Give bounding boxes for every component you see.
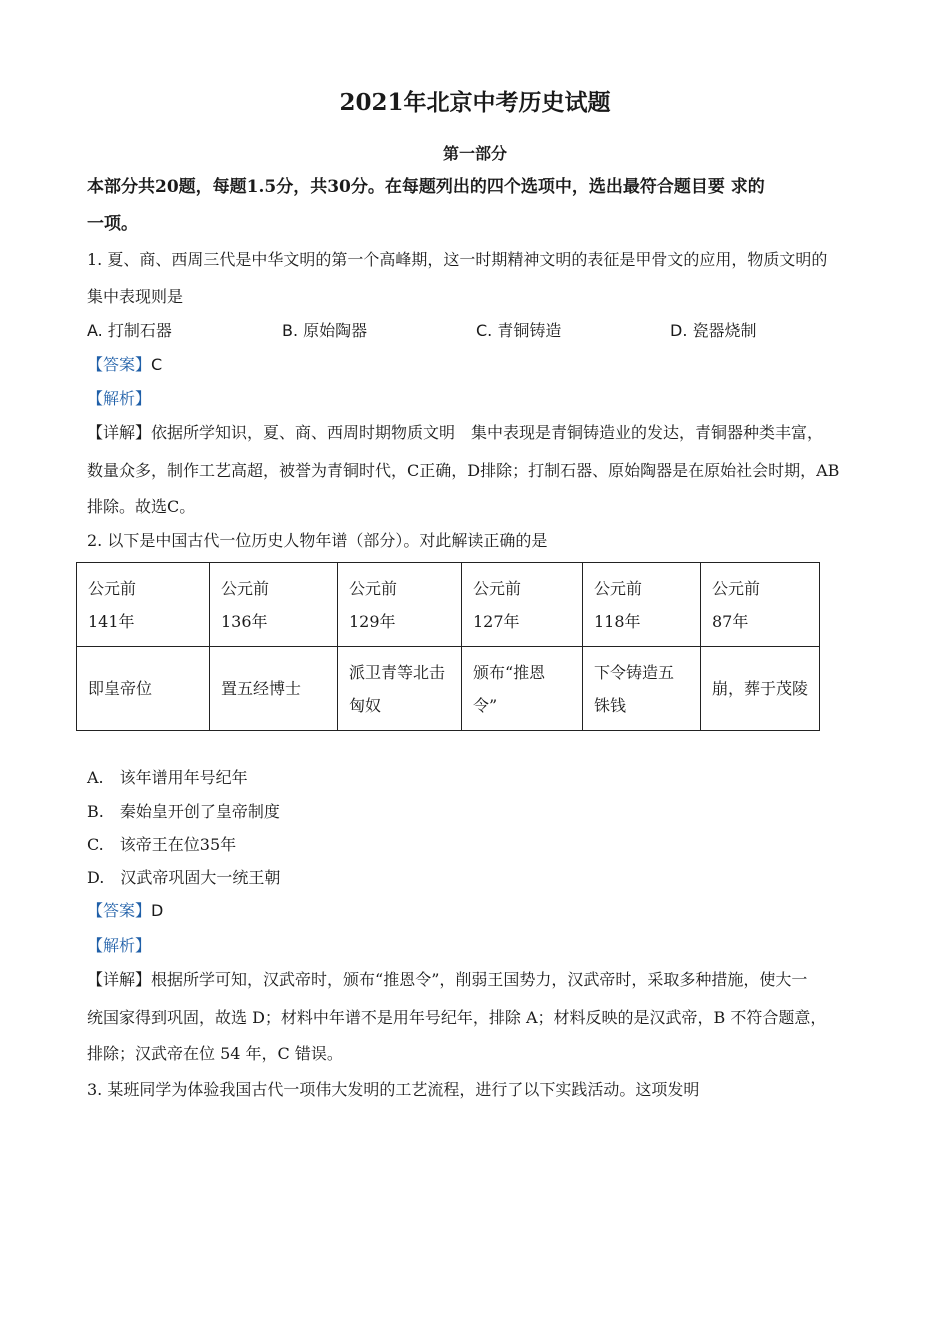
timeline-year-cell: 公元前 118年 bbox=[583, 563, 701, 647]
timeline-years-row bbox=[77, 563, 820, 647]
q1-detail-line-1 bbox=[87, 423, 823, 443]
timeline-year-cell: 公元前 136年 bbox=[210, 563, 338, 647]
q2-detail-tag: 【详解】 bbox=[87, 970, 152, 989]
q2-option-d: D. 汉武帝巩固大一统王朝 bbox=[87, 868, 281, 887]
q2-option-b: B. 秦始皇开创了皇帝制度 bbox=[87, 802, 280, 821]
q2-answer-line bbox=[87, 901, 163, 921]
timeline-event-cell: 置五经博士 bbox=[210, 647, 338, 731]
timeline-year-cell: 公元前 127年 bbox=[462, 563, 583, 647]
timeline-year-cell: 公元前 129年 bbox=[338, 563, 462, 647]
q2-detail-text-1: 根据所学可知，汉武帝时，颁布“推恩令”，削弱王国势力，汉武帝时，采取多种措施，使大一 bbox=[151, 970, 808, 989]
q2-detail-line-2: 统国家得到巩固，故选 D；材料中年谱不是用年号纪年，排除 A；材料反映的是汉武帝，B 不符合题意， bbox=[87, 1008, 827, 1027]
timeline-year-cell: 公元前 87年 bbox=[701, 563, 820, 647]
q2-stem: 2. 以下是中国古代一位历史人物年谱（部分）。对此解读正确的是 bbox=[87, 531, 548, 550]
q2-answer-tag: 【答案】 bbox=[87, 901, 152, 920]
q2-detail-line-1 bbox=[87, 970, 807, 990]
q1-option-a: A. 打制石器 bbox=[87, 321, 172, 340]
page-title: 2021年北京中考历史试题 bbox=[339, 89, 611, 116]
q1-detail-tag: 【详解】 bbox=[87, 423, 152, 442]
timeline-year-cell: 公元前 141年 bbox=[77, 563, 210, 647]
q1-answer-tag: 【答案】 bbox=[87, 355, 152, 374]
instruction-line-1: 本部分共20题，每题1.5分，共30分。在每题列出的四个选项中，选出最符合题目要 求的 bbox=[87, 177, 765, 197]
timeline-event-cell: 派卫青等北击 匈奴 bbox=[338, 647, 462, 731]
timeline-event-cell: 即皇帝位 bbox=[77, 647, 210, 731]
instruction-line-2: 一项。 bbox=[87, 214, 138, 234]
q1-option-d: D. 瓷器烧制 bbox=[670, 321, 757, 340]
q1-option-c: C. 青铜铸造 bbox=[476, 321, 562, 340]
q2-analysis-tag: 【解析】 bbox=[87, 936, 152, 955]
q1-option-b: B. 原始陶器 bbox=[282, 321, 368, 340]
q1-detail-line-2: 数量众多，制作工艺高超，被誉为青铜时代，C正确，D排除；打制石器、原始陶器是在原始社会时期，AB bbox=[87, 461, 840, 480]
q1-analysis-tag: 【解析】 bbox=[87, 389, 152, 408]
q2-answer-value: D bbox=[151, 901, 164, 920]
q2-detail-line-3: 排除；汉武帝在位 54 年，C 错误。 bbox=[87, 1044, 343, 1063]
q2-option-a: A. 该年谱用年号纪年 bbox=[87, 768, 248, 787]
timeline-event-cell: 崩，葬于茂陵 bbox=[701, 647, 820, 731]
timeline-event-cell: 下令铸造五 铢钱 bbox=[583, 647, 701, 731]
q3-stem: 3. 某班同学为体验我国古代一项伟大发明的工艺流程，进行了以下实践活动。这项发明 bbox=[87, 1080, 700, 1099]
timeline-table bbox=[76, 562, 820, 731]
q1-detail-text-1: 依据所学知识，夏、商、西周时期物质文明 集中表现是青铜铸造业的发达，青铜器种类丰富， bbox=[151, 423, 824, 442]
q2-option-c: C. 该帝王在位35年 bbox=[87, 835, 237, 854]
timeline-event-cell: 颁布“推恩 令” bbox=[462, 647, 583, 731]
q1-stem-line-1: 1. 夏、商、西周三代是中华文明的第一个高峰期，这一时期精神文明的表征是甲骨文的应用，物质文明的 bbox=[87, 250, 828, 269]
q1-answer-value: C bbox=[151, 355, 163, 374]
timeline-events-row bbox=[77, 647, 820, 731]
part-heading: 第一部分 bbox=[442, 144, 507, 163]
q1-stem-line-2: 集中表现则是 bbox=[87, 287, 184, 306]
q1-detail-line-3: 排除。故选C。 bbox=[87, 497, 196, 516]
q1-answer-line bbox=[87, 355, 162, 375]
